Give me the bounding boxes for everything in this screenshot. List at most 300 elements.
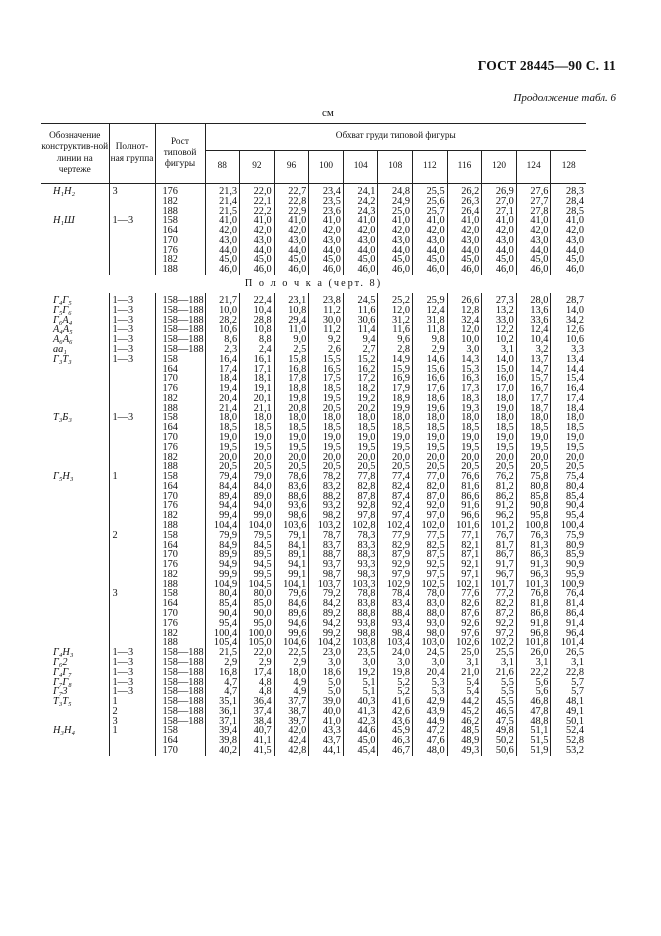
value-cell: 42,6: [378, 707, 413, 717]
value-cell: 25,5: [482, 648, 517, 658]
value-cell: 78,3: [343, 531, 378, 541]
figure-height: 188: [155, 462, 205, 472]
value-cell: 16,8: [274, 365, 309, 375]
value-cell: 91,4: [551, 619, 586, 629]
value-cell: 19,5: [551, 443, 586, 453]
value-cell: 5,0: [309, 678, 344, 688]
value-cell: 86,3: [516, 550, 551, 560]
table-row: [41, 501, 586, 511]
table-row: [41, 265, 586, 275]
value-cell: 10,2: [482, 335, 517, 345]
value-cell: 17,4: [240, 668, 275, 678]
line-designation: [41, 384, 109, 394]
value-cell: 79,5: [240, 531, 275, 541]
value-cell: 90,4: [551, 501, 586, 511]
value-cell: 91,3: [516, 560, 551, 570]
value-cell: 90,8: [516, 501, 551, 511]
figure-height: 182: [155, 629, 205, 639]
value-cell: 98,7: [309, 570, 344, 580]
table-row: [41, 482, 586, 492]
value-cell: 77,0: [413, 472, 448, 482]
value-cell: 92,8: [343, 501, 378, 511]
figure-height: 158: [155, 413, 205, 423]
value-cell: 16,5: [309, 365, 344, 375]
line-designation: [41, 453, 109, 463]
value-cell: 2,6: [309, 345, 344, 355]
value-cell: 22,2: [516, 668, 551, 678]
value-cell: 24,5: [413, 648, 448, 658]
figure-height: 158—188: [155, 293, 205, 306]
value-cell: 13,6: [516, 306, 551, 316]
value-cell: 78,6: [274, 472, 309, 482]
value-cell: 9,6: [378, 335, 413, 345]
value-cell: 18,9: [378, 394, 413, 404]
figure-height: 188: [155, 265, 205, 275]
line-designation: [41, 717, 109, 727]
table-row: [41, 560, 586, 570]
value-cell: 42,0: [482, 226, 517, 236]
figure-height: 164: [155, 482, 205, 492]
value-cell: 80,0: [240, 589, 275, 599]
value-cell: 103,4: [378, 638, 413, 648]
value-cell: 46,3: [378, 736, 413, 746]
line-designation: [41, 433, 109, 443]
value-cell: 80,4: [205, 589, 240, 599]
value-cell: 43,0: [274, 236, 309, 246]
value-cell: 18,5: [482, 423, 517, 433]
value-cell: 26,6: [447, 293, 482, 306]
value-cell: 22,0: [240, 184, 275, 197]
table-row: [41, 599, 586, 609]
value-cell: 40,3: [343, 697, 378, 707]
value-cell: 15,0: [482, 365, 517, 375]
value-cell: 46,0: [516, 265, 551, 275]
value-cell: 19,2: [343, 394, 378, 404]
value-cell: 20,0: [274, 453, 309, 463]
value-cell: 20,5: [482, 462, 517, 472]
value-cell: 18,4: [205, 374, 240, 384]
value-cell: 51,9: [516, 746, 551, 756]
value-cell: 15,5: [309, 355, 344, 365]
value-cell: 3,3: [551, 345, 586, 355]
value-cell: 83,0: [413, 599, 448, 609]
value-cell: 44,0: [378, 246, 413, 256]
fullness-group: 1: [109, 697, 155, 707]
value-cell: 82,1: [447, 541, 482, 551]
value-cell: 93,2: [309, 501, 344, 511]
value-cell: 79,6: [274, 589, 309, 599]
value-cell: 82,6: [447, 599, 482, 609]
header-group: Полнот-ная группа: [109, 124, 155, 184]
value-cell: 19,5: [516, 443, 551, 453]
figure-height: 176: [155, 246, 205, 256]
value-cell: 19,0: [274, 433, 309, 443]
line-designation: [41, 265, 109, 275]
value-cell: 46,0: [447, 265, 482, 275]
table-row: [41, 687, 586, 697]
value-cell: 10,6: [551, 335, 586, 345]
value-cell: 98,2: [309, 511, 344, 521]
chest-size-header: 92: [240, 151, 275, 184]
value-cell: 43,7: [309, 736, 344, 746]
value-cell: 5,2: [378, 687, 413, 697]
fullness-group: 2: [109, 531, 155, 541]
value-cell: 14,0: [482, 355, 517, 365]
value-cell: 104,0: [240, 521, 275, 531]
chest-size-header: 104: [343, 151, 378, 184]
value-cell: 20,0: [516, 453, 551, 463]
value-cell: 19,9: [378, 404, 413, 414]
value-cell: 14,6: [413, 355, 448, 365]
value-cell: 19,5: [447, 443, 482, 453]
figure-height: 188: [155, 638, 205, 648]
table-row: [41, 531, 586, 541]
value-cell: 97,4: [378, 511, 413, 521]
value-cell: 75,8: [516, 472, 551, 482]
fullness-group: 1: [109, 726, 155, 736]
figure-height: 182: [155, 453, 205, 463]
fullness-group: [109, 207, 155, 217]
value-cell: 20,5: [447, 462, 482, 472]
value-cell: 43,6: [378, 717, 413, 727]
figure-height: 170: [155, 492, 205, 502]
fullness-group: [109, 521, 155, 531]
line-designation: [41, 365, 109, 375]
value-cell: 4,9: [274, 678, 309, 688]
fullness-group: [109, 226, 155, 236]
value-cell: 12,0: [378, 306, 413, 316]
value-cell: 101,3: [516, 580, 551, 590]
value-cell: 2,9: [274, 658, 309, 668]
chest-size-header: 108: [378, 151, 413, 184]
value-cell: 76,6: [447, 472, 482, 482]
value-cell: 88,6: [274, 492, 309, 502]
value-cell: 76,4: [551, 589, 586, 599]
value-cell: 97,5: [413, 570, 448, 580]
line-designation: Н₁Н₂: [53, 186, 76, 197]
fullness-group: 1—3: [109, 648, 155, 658]
value-cell: 42,0: [343, 226, 378, 236]
value-cell: 18,5: [274, 423, 309, 433]
value-cell: 24,3: [343, 207, 378, 217]
value-cell: 84,0: [240, 482, 275, 492]
value-cell: 14,3: [447, 355, 482, 365]
fullness-group: [109, 638, 155, 648]
figure-height: 158—188: [155, 658, 205, 668]
value-cell: 94,9: [205, 560, 240, 570]
value-cell: 20,5: [309, 462, 344, 472]
value-cell: 82,2: [482, 599, 517, 609]
value-cell: 80,9: [551, 541, 586, 551]
header-height: Рост типовой фигуры: [155, 124, 205, 184]
value-cell: 22,5: [274, 648, 309, 658]
value-cell: 4,8: [240, 687, 275, 697]
value-cell: 28,7: [551, 293, 586, 306]
value-cell: 45,0: [516, 255, 551, 265]
value-cell: 25,7: [413, 207, 448, 217]
value-cell: 19,2: [343, 668, 378, 678]
value-cell: 88,3: [343, 550, 378, 560]
value-cell: 15,2: [343, 355, 378, 365]
value-cell: 20,2: [343, 404, 378, 414]
chest-size-header: 100: [309, 151, 344, 184]
value-cell: 21,4: [205, 404, 240, 414]
value-cell: 104,1: [274, 580, 309, 590]
value-cell: 16,4: [551, 384, 586, 394]
value-cell: 51,5: [516, 736, 551, 746]
fullness-group: [109, 255, 155, 265]
value-cell: 14,0: [551, 306, 586, 316]
value-cell: 20,4: [205, 394, 240, 404]
value-cell: 93,8: [343, 619, 378, 629]
value-cell: 89,5: [240, 550, 275, 560]
value-cell: 94,1: [274, 560, 309, 570]
line-designation: [41, 236, 109, 246]
value-cell: 24,1: [343, 184, 378, 197]
value-cell: 42,9: [413, 697, 448, 707]
value-cell: 89,6: [274, 609, 309, 619]
value-cell: 46,0: [309, 265, 344, 275]
value-cell: 84,2: [309, 599, 344, 609]
value-cell: 31,2: [378, 316, 413, 326]
fullness-group: 1—3: [109, 687, 155, 697]
figure-height: 170: [155, 236, 205, 246]
value-cell: 49,3: [447, 746, 482, 756]
value-cell: 77,9: [378, 531, 413, 541]
value-cell: 16,3: [447, 374, 482, 384]
value-cell: 22,1: [240, 197, 275, 207]
value-cell: 44,0: [551, 246, 586, 256]
value-cell: 78,7: [309, 531, 344, 541]
value-cell: 98,8: [343, 629, 378, 639]
value-cell: 19,8: [378, 668, 413, 678]
value-cell: 82,0: [413, 482, 448, 492]
value-cell: 5,7: [551, 678, 586, 688]
value-cell: 38,4: [240, 717, 275, 727]
fullness-group: [109, 482, 155, 492]
line-designation: [41, 531, 109, 541]
measurements-table: [41, 123, 586, 756]
value-cell: 18,0: [551, 413, 586, 423]
chest-size-header: 124: [516, 151, 551, 184]
value-cell: 103,7: [309, 580, 344, 590]
figure-height: 158: [155, 589, 205, 599]
value-cell: 87,4: [378, 492, 413, 502]
figure-height: 182: [155, 511, 205, 521]
value-cell: 41,0: [447, 216, 482, 226]
value-cell: 86,8: [516, 609, 551, 619]
value-cell: 18,5: [205, 423, 240, 433]
value-cell: 19,5: [205, 443, 240, 453]
chest-size-header: 112: [413, 151, 448, 184]
value-cell: 27,3: [482, 293, 517, 306]
value-cell: 18,7: [516, 404, 551, 414]
table-row: [41, 325, 586, 335]
value-cell: 93,7: [309, 560, 344, 570]
fullness-group: 3: [109, 589, 155, 599]
value-cell: 84,5: [240, 541, 275, 551]
value-cell: 89,0: [240, 492, 275, 502]
line-designation: [41, 246, 109, 256]
value-cell: 5,0: [309, 687, 344, 697]
value-cell: 21,4: [205, 197, 240, 207]
value-cell: 3,0: [343, 658, 378, 668]
fullness-group: [109, 746, 155, 756]
fullness-group: [109, 462, 155, 472]
value-cell: 84,9: [205, 541, 240, 551]
figure-height: 176: [155, 184, 205, 197]
value-cell: 46,0: [413, 265, 448, 275]
chest-size-header: 128: [551, 151, 586, 184]
value-cell: 39,8: [205, 736, 240, 746]
value-cell: 33,0: [482, 316, 517, 326]
value-cell: 30,0: [309, 316, 344, 326]
table-row: [41, 492, 586, 502]
value-cell: 101,7: [482, 580, 517, 590]
fullness-group: 1—3: [109, 216, 155, 226]
table-row: [41, 374, 586, 384]
value-cell: 50,2: [482, 736, 517, 746]
value-cell: 87,0: [413, 492, 448, 502]
value-cell: 101,4: [551, 638, 586, 648]
value-cell: 4,9: [274, 687, 309, 697]
value-cell: 17,6: [413, 384, 448, 394]
value-cell: 51,1: [516, 726, 551, 736]
value-cell: 93,6: [274, 501, 309, 511]
figure-height: 170: [155, 374, 205, 384]
value-cell: 20,0: [482, 453, 517, 463]
figure-height: 176: [155, 560, 205, 570]
value-cell: 19,0: [516, 433, 551, 443]
value-cell: 11,8: [413, 325, 448, 335]
value-cell: 36,1: [205, 707, 240, 717]
table-row: [41, 638, 586, 648]
value-cell: 26,4: [447, 207, 482, 217]
table-row: [41, 246, 586, 256]
value-cell: 20,0: [551, 453, 586, 463]
figure-height: 158—188: [155, 316, 205, 326]
line-designation: [41, 589, 109, 599]
value-cell: 28,3: [551, 184, 586, 197]
line-designation: [41, 609, 109, 619]
value-cell: 79,1: [274, 531, 309, 541]
value-cell: 3,2: [516, 345, 551, 355]
fullness-group: [109, 511, 155, 521]
value-cell: 26,9: [482, 184, 517, 197]
value-cell: 20,0: [343, 453, 378, 463]
value-cell: 18,5: [309, 384, 344, 394]
value-cell: 46,8: [516, 697, 551, 707]
value-cell: 94,5: [240, 560, 275, 570]
figure-height: 182: [155, 394, 205, 404]
value-cell: 19,1: [240, 384, 275, 394]
value-cell: 13,2: [482, 306, 517, 316]
value-cell: 11,4: [343, 325, 378, 335]
value-cell: 28,8: [240, 316, 275, 326]
value-cell: 16,0: [482, 374, 517, 384]
table-row: [41, 345, 586, 355]
value-cell: 42,4: [274, 736, 309, 746]
line-designation: [41, 580, 109, 590]
value-cell: 43,0: [343, 236, 378, 246]
value-cell: 77,6: [447, 589, 482, 599]
value-cell: 79,4: [205, 472, 240, 482]
value-cell: 48,0: [413, 746, 448, 756]
value-cell: 84,6: [274, 599, 309, 609]
value-cell: 13,7: [516, 355, 551, 365]
value-cell: 20,8: [274, 404, 309, 414]
value-cell: 45,5: [482, 697, 517, 707]
value-cell: 103,2: [309, 521, 344, 531]
value-cell: 81,7: [482, 541, 517, 551]
value-cell: 20,5: [343, 462, 378, 472]
value-cell: 30,6: [343, 316, 378, 326]
value-cell: 103,0: [413, 638, 448, 648]
table-row: [41, 207, 586, 217]
value-cell: 43,0: [516, 236, 551, 246]
value-cell: 20,5: [378, 462, 413, 472]
value-cell: 78,2: [309, 472, 344, 482]
value-cell: 23,0: [309, 648, 344, 658]
value-cell: 92,1: [447, 560, 482, 570]
figure-height: 158—188: [155, 678, 205, 688]
value-cell: 10,4: [516, 335, 551, 345]
value-cell: 98,3: [343, 570, 378, 580]
value-cell: 10,8: [240, 325, 275, 335]
fullness-group: [109, 619, 155, 629]
value-cell: 19,0: [413, 433, 448, 443]
value-cell: 87,8: [343, 492, 378, 502]
value-cell: 84,1: [274, 541, 309, 551]
value-cell: 37,1: [205, 717, 240, 727]
value-cell: 45,0: [551, 255, 586, 265]
value-cell: 22,8: [274, 197, 309, 207]
value-cell: 41,0: [551, 216, 586, 226]
value-cell: 2,9: [205, 658, 240, 668]
value-cell: 94,6: [274, 619, 309, 629]
figure-height: 188: [155, 580, 205, 590]
value-cell: 102,0: [413, 521, 448, 531]
value-cell: 89,1: [274, 550, 309, 560]
value-cell: 97,9: [378, 570, 413, 580]
value-cell: 86,7: [482, 550, 517, 560]
value-cell: 78,0: [413, 589, 448, 599]
line-designation: [41, 736, 109, 746]
figure-height: 164: [155, 365, 205, 375]
value-cell: 18,0: [482, 394, 517, 404]
fullness-group: 1—3: [109, 325, 155, 335]
value-cell: 103,3: [343, 580, 378, 590]
value-cell: 16,9: [378, 374, 413, 384]
value-cell: 104,2: [309, 638, 344, 648]
line-designation: [41, 423, 109, 433]
value-cell: 15,8: [274, 355, 309, 365]
fullness-group: [109, 453, 155, 463]
value-cell: 19,0: [447, 433, 482, 443]
value-cell: 2,5: [274, 345, 309, 355]
value-cell: 18,0: [309, 413, 344, 423]
value-cell: 94,4: [205, 501, 240, 511]
value-cell: 18,0: [378, 413, 413, 423]
value-cell: 85,4: [551, 492, 586, 502]
value-cell: 96,2: [482, 511, 517, 521]
value-cell: 42,0: [378, 226, 413, 236]
fullness-group: [109, 404, 155, 414]
value-cell: 18,0: [205, 413, 240, 423]
value-cell: 23,1: [274, 293, 309, 306]
value-cell: 20,5: [240, 462, 275, 472]
value-cell: 103,8: [343, 638, 378, 648]
